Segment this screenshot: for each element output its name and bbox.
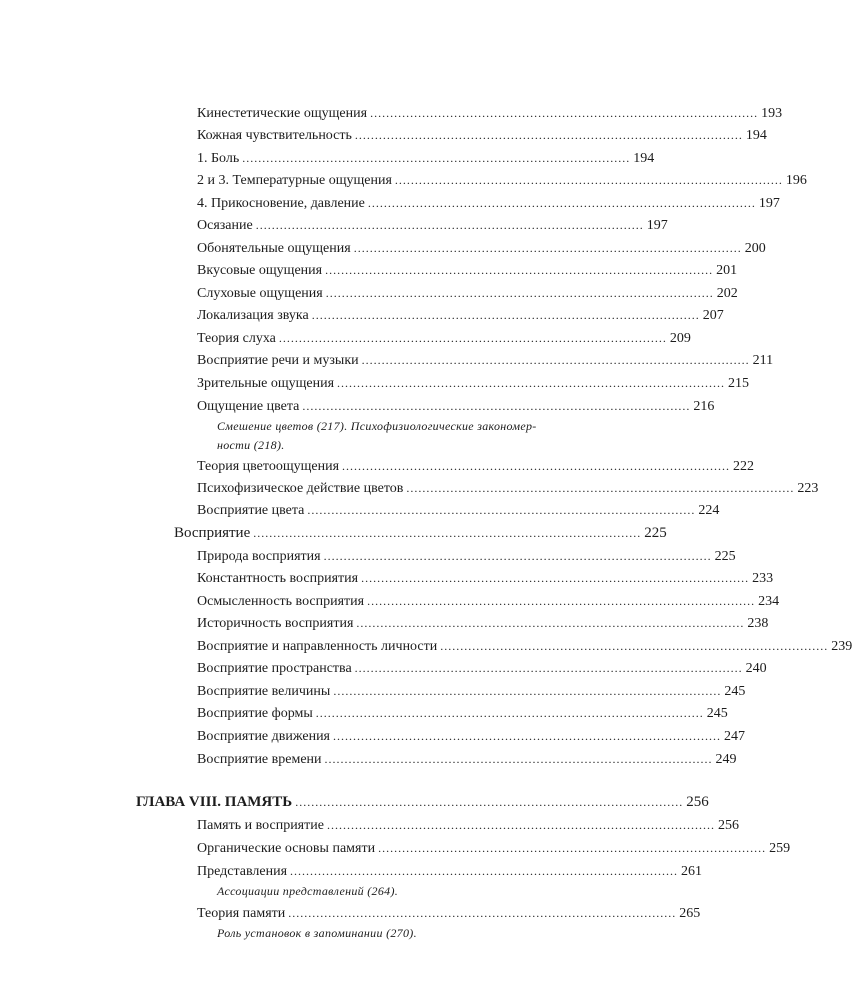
toc-entry-label: Представления — [197, 864, 288, 879]
toc-page-number: 225 — [644, 525, 667, 541]
toc-page-number: 247 — [724, 729, 745, 744]
leader-dots: ................................................................................................. — [295, 795, 684, 809]
toc-entry-label: Восприятие формы — [197, 706, 313, 721]
toc-entry-label: Вкусовые ощущения — [197, 263, 323, 278]
toc-page-number: 245 — [724, 684, 746, 699]
toc-page-number: 197 — [758, 196, 780, 211]
toc-note: Роль установок в запоминании (270). — [217, 926, 417, 940]
leader-dots: ................................................................................................. — [288, 906, 677, 920]
toc-note: Смешение цветов (217). Психофизиологические закономер- — [217, 419, 537, 433]
toc-entry — [197, 396, 715, 416]
toc-entry-label: Восприятие величины — [197, 684, 331, 699]
toc-entry — [197, 568, 774, 588]
toc-section-entry — [174, 523, 667, 543]
leader-dots: ................................................................................................. — [307, 503, 696, 517]
toc-page-number: 259 — [769, 841, 791, 856]
leader-dots: ................................................................................................. — [333, 729, 721, 743]
toc-page-number: 193 — [761, 106, 783, 121]
leader-dots: ................................................................................................. — [361, 353, 750, 367]
toc-entry — [197, 148, 655, 168]
leader-dots: ................................................................................................. — [378, 841, 767, 855]
toc-entry — [197, 681, 746, 701]
toc-page-number: 211 — [752, 353, 774, 368]
toc-page-number: 194 — [745, 128, 767, 143]
toc-entry-label: 2 и 3. Температурные ощущения — [197, 173, 392, 188]
toc-entry — [197, 749, 737, 769]
toc-entry — [197, 283, 738, 303]
leader-dots: ................................................................................................. — [361, 571, 750, 585]
leader-dots: ................................................................................................. — [290, 864, 679, 878]
toc-entry — [197, 305, 724, 325]
toc-entry-label: Локализация звука — [197, 308, 309, 323]
toc-entry — [197, 838, 791, 858]
toc-entry-label: Восприятие — [174, 525, 251, 541]
toc-entry-label: Кожная чувствительность — [197, 128, 352, 143]
toc-page-number: 245 — [706, 706, 728, 721]
toc-page-number: 223 — [797, 481, 819, 496]
leader-dots: ................................................................................................. — [353, 241, 742, 255]
toc-entry — [197, 500, 720, 520]
leader-dots: ................................................................................................. — [354, 661, 743, 675]
toc-entry-label: Память и восприятие — [197, 818, 324, 833]
leader-dots: ................................................................................................. — [255, 218, 644, 232]
leader-dots: ................................................................................................. — [323, 549, 712, 563]
leader-dots: ................................................................................................. — [326, 818, 715, 832]
toc-entry-label: Теория памяти — [197, 906, 286, 921]
toc-note: Ассоциации представлений (264). — [217, 884, 399, 898]
toc-entry — [197, 193, 780, 213]
leader-dots: ................................................................................................. — [242, 151, 631, 165]
leader-dots: ................................................................................................. — [333, 684, 722, 698]
toc-entry-label: Ощущение цвета — [197, 399, 300, 414]
toc-entry — [197, 260, 738, 280]
toc-page-number: 233 — [752, 571, 774, 586]
toc-entry-label: Восприятие времени — [197, 752, 322, 767]
toc-page-number: 201 — [716, 263, 738, 278]
toc-entry — [197, 373, 750, 393]
leader-dots: ................................................................................................. — [367, 196, 756, 210]
leader-dots: ................................................................................................. — [315, 706, 704, 720]
toc-entry — [197, 726, 745, 746]
leader-dots: ................................................................................................. — [278, 331, 667, 345]
toc-entry-label: Осязание — [197, 218, 253, 233]
toc-entry-label: Константность восприятия — [197, 571, 359, 586]
toc-entry-label: Восприятие пространства — [197, 661, 352, 676]
toc-entry-label: Восприятие и направленность личности — [197, 639, 438, 654]
toc-entry — [197, 636, 852, 656]
toc-entry-label: Осмысленность восприятия — [197, 594, 365, 609]
chapter-title: ГЛАВА VIII. ПАМЯТЬ — [136, 794, 293, 810]
toc-entry — [197, 658, 767, 678]
toc-page-number: 234 — [758, 594, 780, 609]
toc-page-number: 265 — [679, 906, 701, 921]
toc-page-number: 200 — [744, 241, 766, 256]
toc-entry — [197, 456, 755, 476]
toc-page-number: 239 — [831, 639, 852, 654]
toc-page-number: 197 — [646, 218, 668, 233]
toc-page-number: 196 — [785, 173, 807, 188]
leader-dots: ................................................................................................. — [342, 459, 731, 473]
toc-entry-label: Восприятие движения — [197, 729, 330, 744]
toc-entry — [197, 215, 668, 235]
toc-entry — [197, 478, 819, 498]
leader-dots: ................................................................................................. — [394, 173, 783, 187]
toc-entry — [197, 861, 703, 881]
toc-entry — [197, 170, 807, 190]
toc-entry — [197, 103, 783, 123]
toc-entry — [197, 238, 766, 258]
toc-entry-label: Зрительные ощущения — [197, 376, 335, 391]
leader-dots: ................................................................................................. — [406, 481, 795, 495]
toc-page-number: 249 — [715, 752, 737, 767]
leader-dots: ................................................................................................. — [337, 376, 726, 390]
toc-entry — [197, 815, 739, 835]
toc-entry-label: Психофизическое действие цветов — [197, 481, 404, 496]
toc-page-number: 224 — [698, 503, 720, 518]
toc-entry-label: Кинестетические ощущения — [197, 106, 368, 121]
toc-page-number: 207 — [702, 308, 724, 323]
toc-page-number: 194 — [633, 151, 655, 166]
toc-entry-label: Обонятельные ощущения — [197, 241, 351, 256]
toc-entry-label: Теория цветоощущения — [197, 459, 340, 474]
toc-entry-label: Восприятие цвета — [197, 503, 305, 518]
toc-entry-label: Восприятие речи и музыки — [197, 353, 359, 368]
toc-entry — [197, 125, 767, 145]
leader-dots: ................................................................................................. — [370, 106, 759, 120]
toc-entry-label: 1. Боль — [197, 151, 240, 166]
toc-entry-label: Природа восприятия — [197, 549, 321, 564]
toc-entry — [197, 546, 736, 566]
toc-entry — [197, 613, 769, 633]
toc-entry — [197, 591, 780, 611]
leader-dots: ................................................................................................. — [325, 263, 714, 277]
toc-page-number: 256 — [686, 794, 709, 810]
leader-dots: ................................................................................................. — [354, 128, 743, 142]
leader-dots: ................................................................................................. — [325, 286, 714, 300]
toc-page-number: 222 — [733, 459, 755, 474]
toc-entry-label: 4. Прикосновение, давление — [197, 196, 365, 211]
leader-dots: ................................................................................................. — [324, 752, 713, 766]
toc-page-number: 240 — [745, 661, 767, 676]
toc-entry-label: Теория слуха — [197, 331, 276, 346]
toc-entry-label: Историчность восприятия — [197, 616, 354, 631]
toc-page-number: 215 — [728, 376, 750, 391]
toc-entry-label: Слуховые ощущения — [197, 286, 323, 301]
toc-entry — [197, 350, 774, 370]
toc-entry — [197, 328, 691, 348]
toc-page-number: 238 — [747, 616, 769, 631]
toc-page-number: 209 — [669, 331, 691, 346]
toc-note: ности (218). — [217, 438, 285, 452]
toc-page-number: 202 — [716, 286, 738, 301]
toc-entry — [197, 903, 701, 923]
toc-entry — [197, 703, 728, 723]
leader-dots: ................................................................................................. — [356, 616, 745, 630]
toc-page-number: 225 — [714, 549, 736, 564]
leader-dots: ................................................................................................. — [311, 308, 700, 322]
leader-dots: ................................................................................................. — [440, 639, 829, 653]
toc-entry-label: Органические основы памяти — [197, 841, 376, 856]
leader-dots: ................................................................................................. — [367, 594, 756, 608]
leader-dots: ................................................................................................. — [253, 526, 642, 540]
toc-page-number: 216 — [693, 399, 715, 414]
toc-page-number: 261 — [681, 864, 703, 879]
leader-dots: ................................................................................................. — [302, 399, 691, 413]
toc-chapter-entry — [136, 792, 709, 812]
toc-page-number: 256 — [717, 818, 739, 833]
